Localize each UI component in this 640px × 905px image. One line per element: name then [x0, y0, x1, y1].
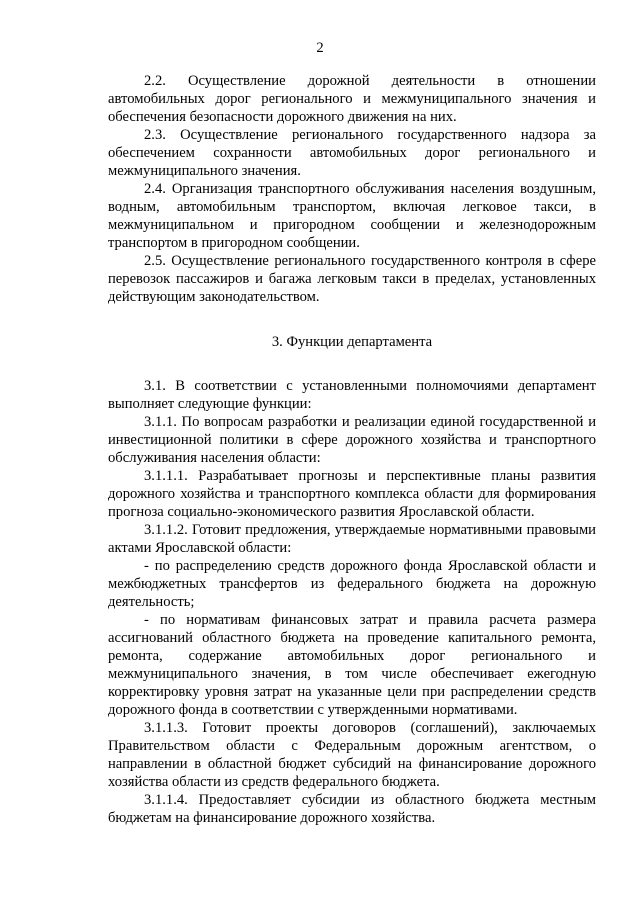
list-item-road-fund: - по распределению средств дорожного фонда Ярославской области и межбюджетных трансфертов из федерального бюджета на дорожную деятельность;: [108, 558, 596, 610]
paragraph-3-1-1-1: 3.1.1.1. Разрабатывает прогнозы и перспективные планы развития дорожного хозяйства и транспортного комплекса области для формирования прогноза социально-экономического развития Ярославской области.: [108, 468, 596, 520]
paragraph-3-1-1-3: 3.1.1.3. Готовит проекты договоров (соглашений), заключаемых Правительством области с Федеральным дорожным агентством, о направлении в областной бюджет субсидий на финансирование дорожного хозяйства области из средств федерального бюджета.: [108, 720, 596, 790]
page-number: 2: [316, 40, 324, 56]
section-heading: 3. Функции департамента: [271, 334, 433, 350]
paragraph-2-3: 2.3. Осуществление регионального государственного надзора за обеспечением сохранности автомобильных дорог регионального и межмуниципального значения.: [108, 127, 596, 179]
paragraph-2-5: 2.5. Осуществление регионального государственного контроля в сфере перевозок пассажиров и багажа легковым такси в пределах, установленных действующим законодательством.: [108, 253, 596, 305]
paragraph-3-1-1-2: 3.1.1.2. Готовит предложения, утверждаемые нормативными правовыми актами Ярославской области:: [108, 522, 596, 556]
paragraph-2-4: 2.4. Организация транспортного обслуживания населения воздушным, водным, автомобильным транспортом, включая легковое такси, в межмуниципальном и пригородном сообщении и железнодорожным транспортом в пригородном сообщении.: [108, 181, 596, 251]
list-item-cost-norms: - по нормативам финансовых затрат и правила расчета размера ассигнований областного бюджета на проведение капитального ремонта, ремонта, содержание автомобильных дорог регионального и межмуниципального значения, в том числе обеспечивает ежегодную корректировку уровня затрат на указанные цели при распределении средств дорожного фонда в соответствии с утвержденными нормативами.: [108, 612, 596, 718]
document-body: [108, 72, 596, 827]
paragraph-3-1: 3.1. В соответствии с установленными полномочиями департамент выполняет следующие функции:: [108, 378, 596, 412]
paragraph-3-1-1: 3.1.1. По вопросам разработки и реализации единой государственной и инвестиционной политики в сфере дорожного хозяйства и транспортного обслуживания населения области:: [108, 414, 596, 466]
paragraph-3-1-1-4: 3.1.1.4. Предоставляет субсидии из областного бюджета местным бюджетам на финансирование дорожного хозяйства.: [108, 792, 596, 826]
paragraph-2-2: 2.2. Осуществление дорожной деятельности в отношении автомобильных дорог регионального и межмуниципального значения и обеспечения безопасности дорожного движения на них.: [108, 73, 596, 125]
